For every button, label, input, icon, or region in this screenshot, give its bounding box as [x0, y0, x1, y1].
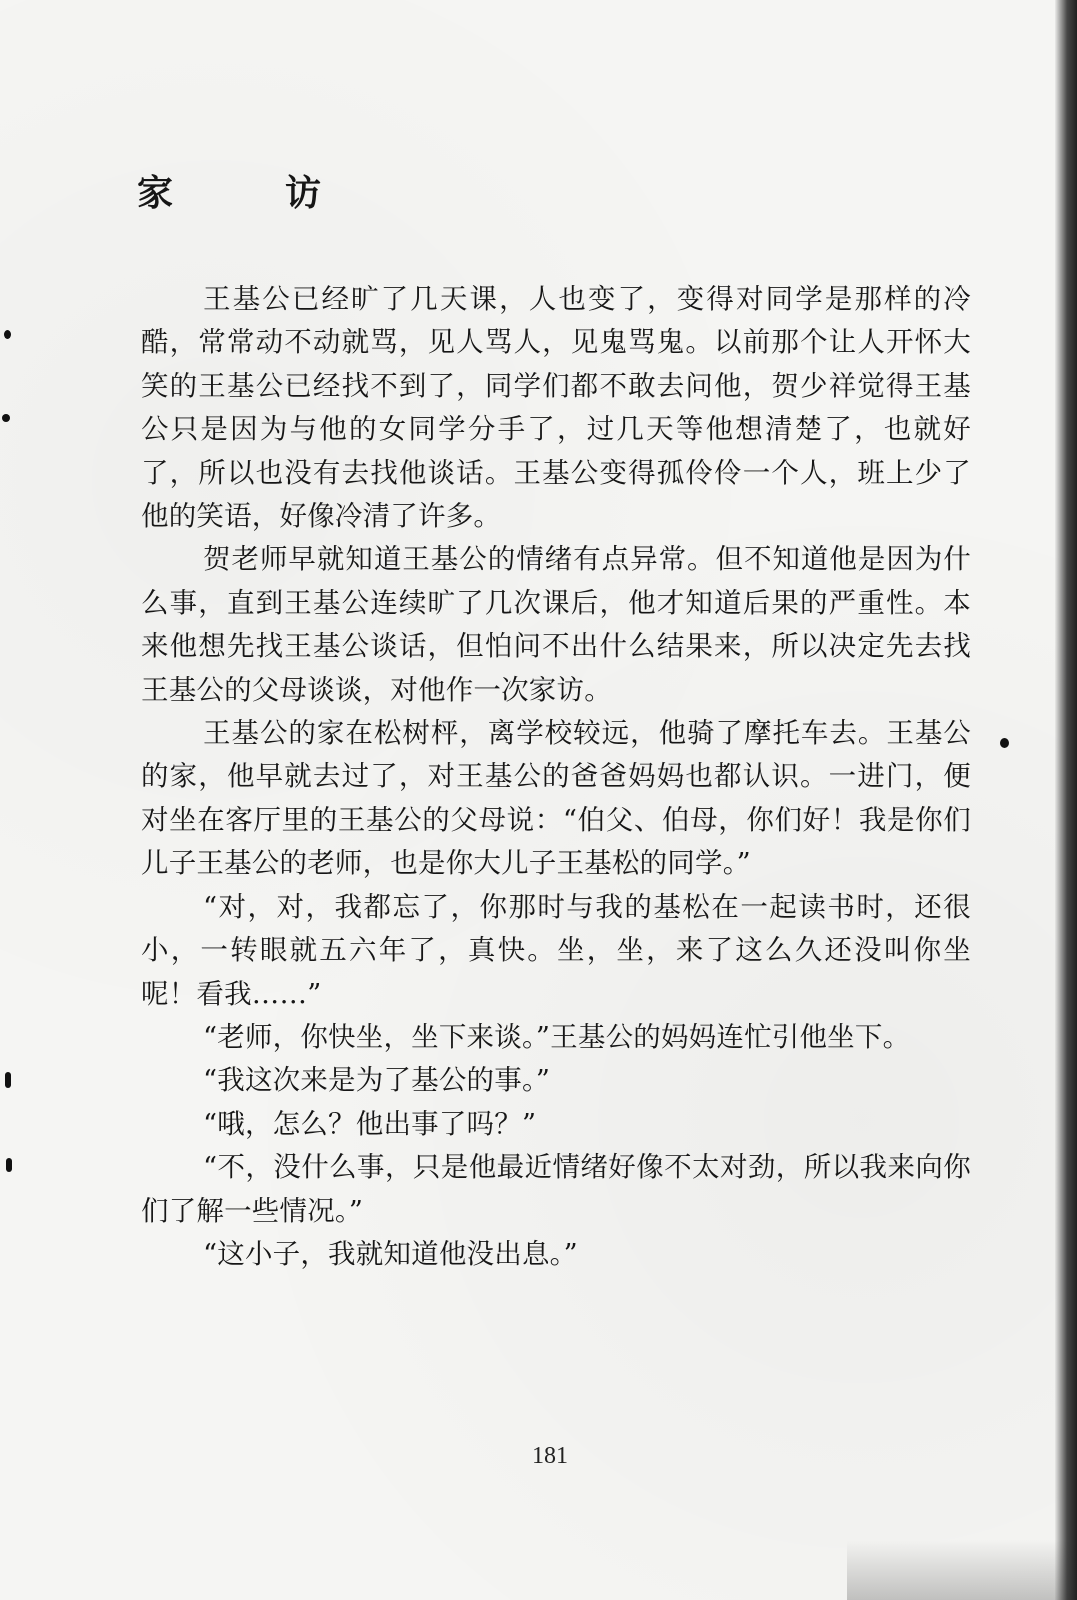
scan-edge-shadow [1055, 0, 1077, 1600]
scan-speck [1000, 738, 1009, 748]
paragraph: “不，没什么事，只是他最近情绪好像不太对劲，所以我来向你们了解一些情况。” [141, 1151, 971, 1227]
paragraph: 王基公的家在松树枰，离学校较远，他骑了摩托车去。王基公的家，他早就去过了，对王基公的爸爸妈妈也都认识。一进门，便对坐在客厅里的王基公的父母说：“伯父、伯母，你们好！我是你们儿子王基公的老师，也是你大儿子王基松的同学。” [141, 717, 971, 880]
scan-speck [6, 1158, 12, 1172]
scan-corner-shadow [847, 1540, 1077, 1600]
page-number: 181 [532, 1443, 568, 1469]
scan-speck [4, 330, 11, 339]
paragraph: “老师，你快坐，坐下来谈。”王基公的妈妈连忙引他坐下。 [203, 1020, 911, 1053]
paragraph: 王基公已经旷了几天课，人也变了，变得对同学是那样的冷酷，常常动不动就骂，见人骂人，见鬼骂鬼。以前那个让人开怀大笑的王基公已经找不到了，同学们都不敢去问他，贺少祥觉得王基公只是因为与他的女同学分手了，过几天等他想清楚了，也就好了，所以也没有去找他谈话。王基公变得孤伶伶一个人，班上少了他的笑语，好像冷清了许多。 [141, 283, 971, 533]
paragraph: “对，对，我都忘了，你那时与我的基松在一起读书时，还很小，一转眼就五六年了，真快。坐，坐，来了这么久还没叫你坐呢！看我……” [141, 890, 971, 1010]
paragraph: “这小子，我就知道他没出息。” [203, 1237, 578, 1270]
paragraph: “我这次来是为了基公的事。” [203, 1064, 551, 1097]
scan-speck [2, 414, 10, 422]
paragraph: 贺老师早就知道王基公的情绪有点异常。但不知道他是因为什么事，直到王基公连续旷了几次课后，他才知道后果的严重性。本来他想先找王基公谈话，但怕问不出什么结果来，所以决定先去找王基公的父母谈谈，对他作一次家访。 [141, 543, 971, 706]
chapter-body [141, 278, 971, 1276]
scan-speck [5, 1072, 11, 1088]
paragraph: “哦，怎么？他出事了吗？” [203, 1107, 537, 1140]
chapter-title: 家 访 [137, 173, 360, 214]
